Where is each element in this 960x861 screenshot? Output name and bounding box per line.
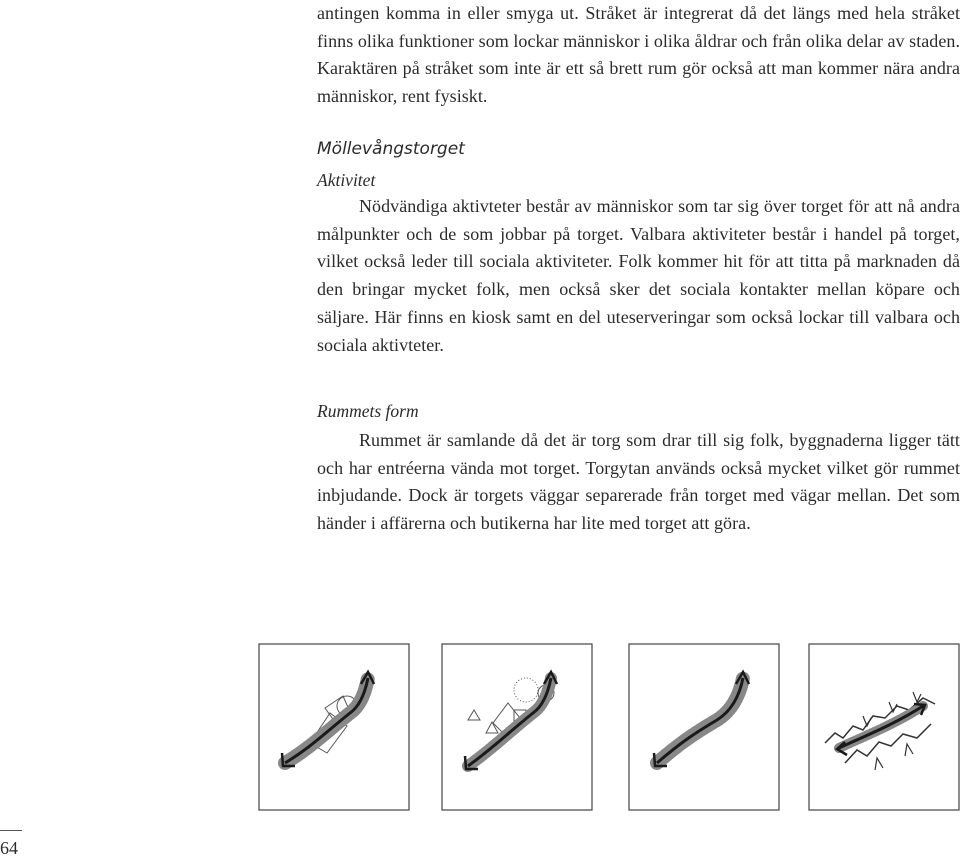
subheading-aktivitet: Aktivitet [317,170,376,190]
page-number: 64 [0,838,18,858]
rummets-form-block [317,427,960,538]
sketch-row [250,638,960,828]
sketch-2 [438,638,598,818]
aktivitet-paragraph: Nödvändiga aktivteter består av människor som tar sig över torget för att nå andra målpunkter och de som jobbar på torget. Valbara aktiviteter består i handel på torget, vilket också leder till sociala aktiviteter. Folk kommer hit för att titta på marknaden då den bringar mycket folk, men också sker det sociala kontakter mellan köpare och säljare. Här finns en kiosk samt en del uteserveringar som också lockar till valbara och sociala aktivteter. [317,196,960,355]
section-heading: Möllevångstorget [317,139,465,159]
rummets-form-paragraph: Rummet är samlande då det är torg som drar till sig folk, byggnaderna ligger tätt och har entréerna vända mot torget. Torgytan används också mycket vilket gör rummet inbjudande. Dock är torgets väggar separerade från torget med vägar mellan. Det som händer i affärerna och butikerna har lite med torget att göra. [317,430,960,534]
sketch-3 [625,638,785,818]
intro-paragraph: antingen komma in eller smyga ut. Stråket är integrerat då det längs med hela stråket finns olika funktioner som lockar människor i olika åldrar och från olika delar av staden. Karaktären på stråket som inte är ett så brett rum gör också att man kommer nära andra människor, rent fysiskt. [317,3,960,107]
aktivitet-block [317,193,960,359]
sketch-4 [805,638,960,818]
sketch-1 [255,638,415,818]
margin-rule [0,830,22,831]
intro-block [317,0,960,111]
subheading-rummets-form: Rummets form [317,401,419,421]
